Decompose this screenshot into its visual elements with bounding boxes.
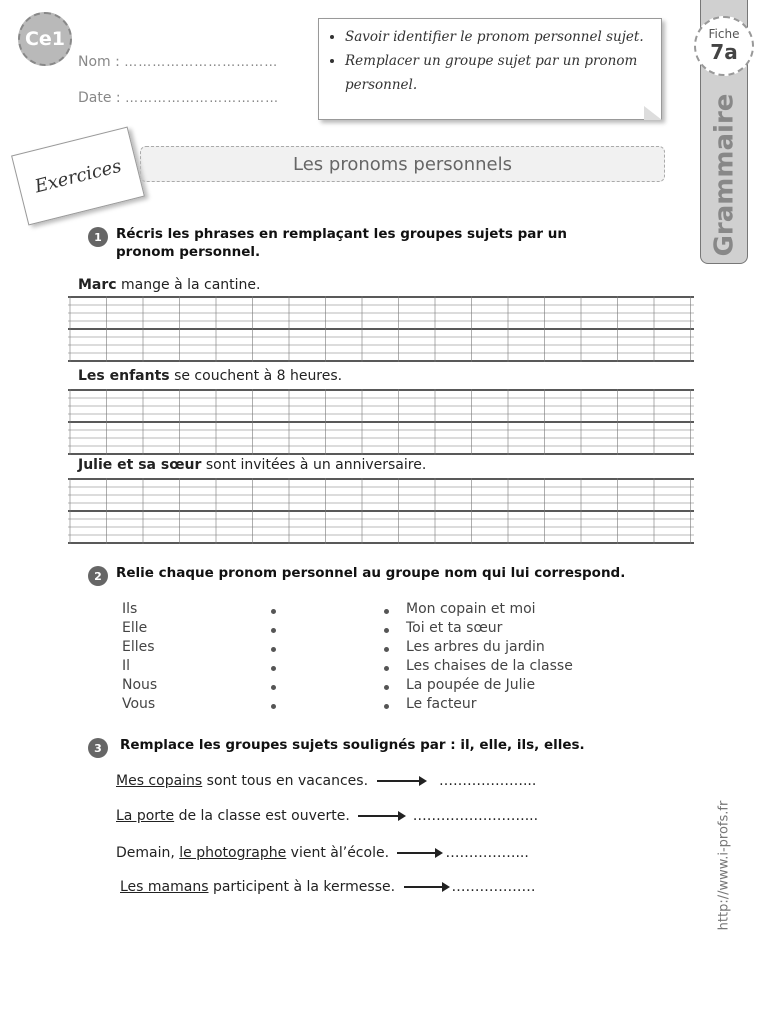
exercise1-sentence-3: [78, 457, 426, 473]
level-badge: Ce1: [18, 12, 72, 66]
page-title: Les pronoms personnels: [140, 146, 665, 182]
group-item: Les chaises de la classe: [406, 658, 573, 674]
writing-grid[interactable]: [68, 478, 694, 544]
writing-grid[interactable]: [68, 389, 694, 455]
objective-item: • Savoir identifier le pronom personnel sujet.: [345, 25, 651, 49]
name-field: [78, 54, 278, 70]
match-dot-icon[interactable]: [384, 609, 389, 614]
sentence-rest: sont invitées à un anniversaire.: [201, 457, 427, 473]
pronoun-item: Il: [122, 658, 131, 674]
line-text: sont tous en vacances.: [202, 773, 369, 789]
sentence-rest: mange à la cantine.: [116, 277, 261, 293]
match-dot-icon[interactable]: [384, 628, 389, 633]
pronoun-item: Vous: [122, 696, 156, 712]
arrow-icon: [377, 780, 425, 782]
underlined-subject: le photographe: [179, 845, 287, 861]
answer-blank[interactable]: ………………...: [438, 773, 537, 789]
match-dot-icon[interactable]: [384, 704, 389, 709]
objective-item: • Remplacer un groupe sujet par un pronom personnel.: [345, 49, 651, 97]
match-dot-icon[interactable]: [384, 685, 389, 690]
underlined-subject: Les mamans: [120, 879, 209, 895]
line-text: Demain,: [116, 845, 180, 861]
underlined-subject: La porte: [116, 808, 175, 824]
underlined-subject: Mes copains: [116, 773, 203, 789]
sentence-rest: se couchent à 8 heures.: [169, 368, 343, 384]
subject-label: [700, 93, 748, 257]
exercise2-instruction: Relie chaque pronom personnel au groupe nom qui lui correspond.: [116, 565, 626, 581]
fiche-label: Fiche: [708, 27, 740, 41]
exercises-card: Exercices: [11, 127, 145, 226]
match-dot-icon[interactable]: [271, 704, 276, 709]
group-item: Les arbres du jardin: [406, 639, 545, 655]
exercise1-instruction: Récris les phrases en remplaçant les groupes sujets par un pronom personnel.: [116, 226, 567, 260]
pronoun-list: [122, 600, 157, 714]
website-text: http://www.i-profs.fr: [716, 800, 732, 930]
answer-blank[interactable]: ………………: [451, 879, 536, 895]
pronoun-item: Ils: [122, 601, 138, 617]
subject-text: Grammaire: [709, 93, 739, 257]
sentence-subject: Marc: [78, 277, 117, 293]
group-item: Toi et ta sœur: [406, 620, 503, 636]
line-text: de la classe est ouverte.: [174, 808, 350, 824]
writing-grid[interactable]: [68, 296, 694, 362]
exercise1-sentence-1: [78, 277, 261, 293]
line-text: vient àl’école.: [286, 845, 390, 861]
sentence-subject: Les enfants: [78, 368, 170, 384]
match-dot-icon[interactable]: [384, 666, 389, 671]
pronoun-item: Nous: [122, 677, 158, 693]
pronoun-item: Elle: [122, 620, 148, 636]
answer-blank[interactable]: ……………………...: [412, 808, 539, 824]
group-item: Mon copain et moi: [406, 601, 536, 617]
exercise-number-3: 3: [88, 738, 108, 758]
arrow-icon: [404, 886, 448, 888]
date-field: [78, 90, 279, 106]
website-label: [700, 780, 748, 950]
match-dot-icon[interactable]: [271, 647, 276, 652]
arrow-icon: [397, 852, 441, 854]
match-dot-icon[interactable]: [271, 666, 276, 671]
match-dot-icon[interactable]: [271, 628, 276, 633]
page-fold-icon: [644, 106, 662, 120]
fiche-number: 7a: [710, 40, 738, 64]
exercise3-instruction: Remplace les groupes sujets soulignés par : il, elle, ils, elles.: [120, 737, 585, 753]
fiche-badge: [694, 16, 754, 76]
sentence-subject: Julie et sa sœur: [78, 457, 202, 473]
group-item: Le facteur: [406, 696, 477, 712]
match-dot-icon[interactable]: [384, 647, 389, 652]
exercise-number-1: 1: [88, 227, 108, 247]
objectives-note: [318, 18, 662, 120]
exercise3-line-3: [116, 845, 529, 861]
match-dot-icon[interactable]: [271, 685, 276, 690]
match-dot-icon[interactable]: [271, 609, 276, 614]
exercise3-line-1: [116, 773, 536, 789]
answer-blank[interactable]: ……………...: [445, 845, 529, 861]
line-text: participent à la kermesse.: [208, 879, 396, 895]
date-label: Date :: [78, 90, 121, 106]
pronoun-item: Elles: [122, 639, 155, 655]
date-dots: ……………………………: [125, 91, 280, 106]
name-dots: ……………………………: [124, 55, 279, 70]
exercise3-line-4: [120, 879, 536, 895]
arrow-icon: [358, 815, 404, 817]
exercise3-line-2: [116, 808, 538, 824]
exercise-number-2: 2: [88, 566, 108, 586]
exercise1-sentence-2: [78, 368, 342, 384]
group-item: La poupée de Julie: [406, 677, 536, 693]
group-list: [406, 600, 573, 714]
name-label: Nom :: [78, 54, 120, 70]
